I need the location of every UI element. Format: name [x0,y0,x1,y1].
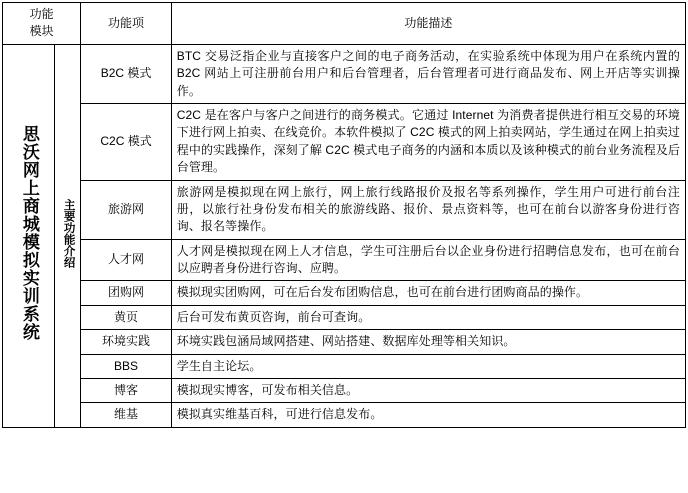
function-item-label: 环境实践 [81,330,171,354]
function-description-text: C2C 是在客户与客户之间进行的商务模式。它通过 Internet 为消费者提供进行相互交易的环境下进行网上拍卖、在线竞价。本软件模拟了 C2C 模式的网上拍卖网站，学生通过在网上拍卖过程中的实践操作，深刻了解 C2C 模式电子商务的内涵和本质以及该种模式的前台业务流程及后台管理。 [171,103,685,180]
table-row [3,379,686,403]
table-row [3,103,686,180]
table-row [3,239,686,281]
function-description-table [2,2,686,428]
function-description-text: 旅游网是模拟现在网上旅行，网上旅行线路报价及报名等系列操作，学生用户可进行前台注册，以旅行社身份发布相关的旅游线路、报价、景点资料等，也可在前台以游客身份进行咨询、报名等操作。 [171,180,685,239]
table-row [3,281,686,305]
table-row [3,330,686,354]
function-item-label: 团购网 [81,281,171,305]
function-description-text: 模拟现实团购网，可在后台发布团购信息，也可在前台进行团购商品的操作。 [171,281,685,305]
function-item-label: 旅游网 [81,180,171,239]
table-row [3,180,686,239]
function-item-label: C2C 模式 [81,103,171,180]
table-row [3,354,686,378]
table-row [3,44,686,103]
header-module-line2: 模块 [29,24,54,39]
header-description: 功能描述 [171,3,685,45]
function-description-text: 模拟真实维基百科，可进行信息发布。 [171,403,685,427]
header-item: 功能项 [81,3,171,45]
function-description-text: 环境实践包涵局域网搭建、网站搭建、数据库处理等相关知识。 [171,330,685,354]
table-header-row [3,3,686,45]
function-description-text: BTC 交易泛指企业与直接客户之间的电子商务活动，在实验系统中体现为用户在系统内置的 B2C 网站上可注册前台用户和后台管理者，后台管理者可进行商品发布、网上开店等实训操作。 [171,44,685,103]
function-item-label: 维基 [81,403,171,427]
function-item-label: 黄页 [81,305,171,329]
table-row [3,403,686,427]
module-subtitle-text: 主要功能介绍 [62,198,75,268]
header-module-line1: 功能 [29,7,54,21]
function-item-label: B2C 模式 [81,44,171,103]
function-item-label: BBS [81,354,171,378]
function-item-label: 博客 [81,379,171,403]
module-title-text: 思沃网上商城模拟实训系统 [19,125,39,342]
function-description-text: 学生自主论坛。 [171,354,685,378]
table-row [3,305,686,329]
module-subtitle-cell [55,44,81,427]
function-description-text: 模拟现实博客，可发布相关信息。 [171,379,685,403]
header-module [3,3,81,45]
function-description-text: 人才网是模拟现在网上人才信息，学生可注册后台以企业身份进行招聘信息发布，也可在前台以应聘者身份进行咨询、应聘。 [171,239,685,281]
function-item-label: 人才网 [81,239,171,281]
module-title-cell [3,44,55,427]
function-description-text: 后台可发布黄页咨询，前台可查询。 [171,305,685,329]
